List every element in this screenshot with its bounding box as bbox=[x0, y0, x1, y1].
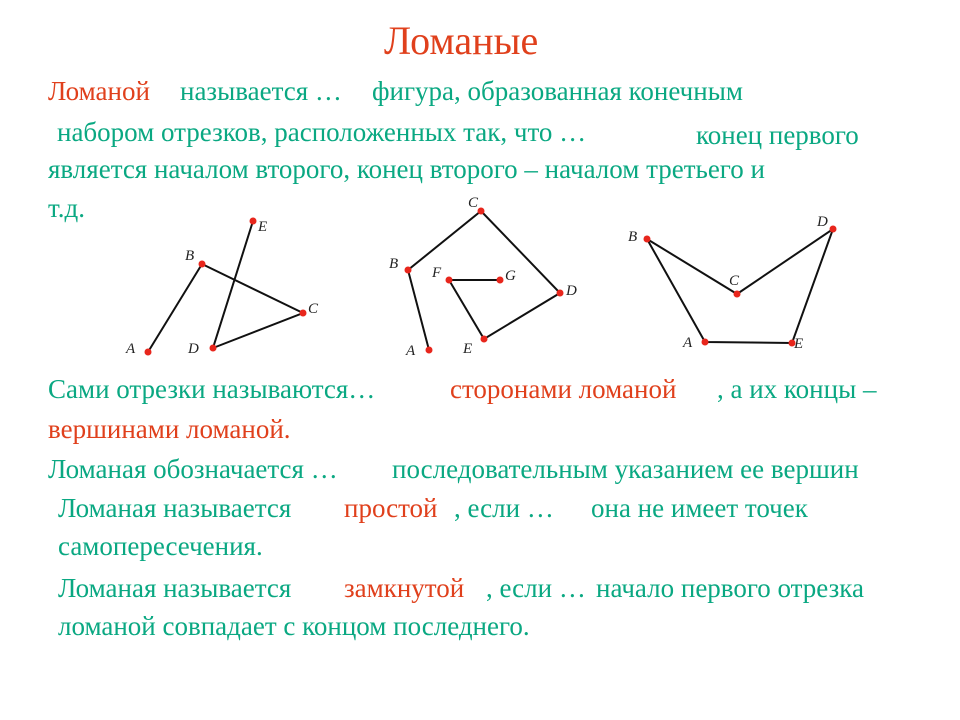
vertex-label: D bbox=[188, 341, 199, 357]
vertex-point bbox=[199, 261, 206, 268]
polyline-2-segments bbox=[408, 211, 560, 350]
simple-question-start: Ломаная называется bbox=[58, 493, 292, 523]
simple-answer-line1: она не имеет точек bbox=[591, 493, 808, 523]
sides-term: сторонами ломаной bbox=[450, 374, 677, 404]
vertex-label: C bbox=[308, 301, 319, 317]
vertex-point bbox=[446, 277, 453, 284]
closed-question-end: , если … bbox=[486, 573, 586, 603]
sides-answer-mid: , а их концы – bbox=[717, 374, 877, 404]
vertex-point bbox=[497, 277, 504, 284]
vertex-label: G bbox=[505, 268, 516, 284]
page-title: Ломаные bbox=[384, 18, 539, 63]
definition-answer-line4: является началом второго, конец второго – началом третьего и bbox=[48, 154, 765, 184]
vertex-label: E bbox=[463, 341, 473, 357]
vertex-label: D bbox=[817, 214, 828, 230]
vertex-label: C bbox=[468, 195, 479, 211]
polyline-1-segments bbox=[148, 221, 303, 352]
polyline-figure-3 bbox=[628, 214, 837, 352]
polyline-figure-2 bbox=[389, 195, 577, 359]
vertex-label: B bbox=[389, 256, 399, 272]
vertex-label: A bbox=[406, 343, 416, 359]
definition-answer-line1: фигура, образованная конечным bbox=[372, 76, 743, 106]
definition-term: Ломаной bbox=[48, 76, 150, 106]
simple-question-end: , если … bbox=[454, 493, 554, 523]
vertex-label: B bbox=[185, 248, 195, 264]
vertex-label: F bbox=[432, 265, 442, 281]
closed-term: замкнутой bbox=[344, 573, 465, 603]
vertex-point bbox=[734, 291, 741, 298]
definition-answer-line5: т.д. bbox=[48, 193, 86, 223]
vertex-point bbox=[426, 347, 433, 354]
definition-answer-line2: набором отрезков, расположенных так, что … bbox=[57, 117, 587, 147]
vertex-label: E bbox=[794, 336, 804, 352]
notation-question: Ломаная обозначается … bbox=[48, 454, 338, 484]
definition-answer-line3: конец первого bbox=[696, 120, 859, 150]
vertex-point bbox=[250, 218, 257, 225]
polyline-3-segments bbox=[647, 229, 833, 343]
vertex-point bbox=[481, 336, 488, 343]
vertex-point bbox=[405, 267, 412, 274]
vertex-label: B bbox=[628, 229, 638, 245]
simple-answer-line2: самопересечения. bbox=[58, 531, 263, 561]
polyline-figure-1 bbox=[125, 218, 319, 358]
vertex-label: C bbox=[729, 273, 740, 289]
simple-term: простой bbox=[344, 493, 438, 523]
definition-question: называется … bbox=[180, 76, 342, 106]
vertex-label: A bbox=[126, 341, 136, 357]
notation-answer: последовательным указанием ее вершин bbox=[392, 454, 859, 484]
vertex-label: D bbox=[566, 283, 577, 299]
vertex-label: E bbox=[258, 219, 268, 235]
sides-question: Сами отрезки называются… bbox=[48, 374, 376, 404]
vertex-label: A bbox=[683, 335, 693, 351]
vertex-point bbox=[478, 208, 485, 215]
closed-answer-line2: ломаной совпадает с концом последнего. bbox=[58, 611, 530, 641]
vertex-point bbox=[557, 290, 564, 297]
vertex-point bbox=[145, 349, 152, 356]
vertex-point bbox=[210, 345, 217, 352]
vertex-point bbox=[830, 226, 837, 233]
vertex-point bbox=[644, 236, 651, 243]
closed-question-start: Ломаная называется bbox=[58, 573, 292, 603]
vertex-point bbox=[702, 339, 709, 346]
closed-answer-line1: начало первого отрезка bbox=[596, 573, 864, 603]
vertex-point bbox=[300, 310, 307, 317]
vertices-term: вершинами ломаной. bbox=[48, 414, 291, 444]
